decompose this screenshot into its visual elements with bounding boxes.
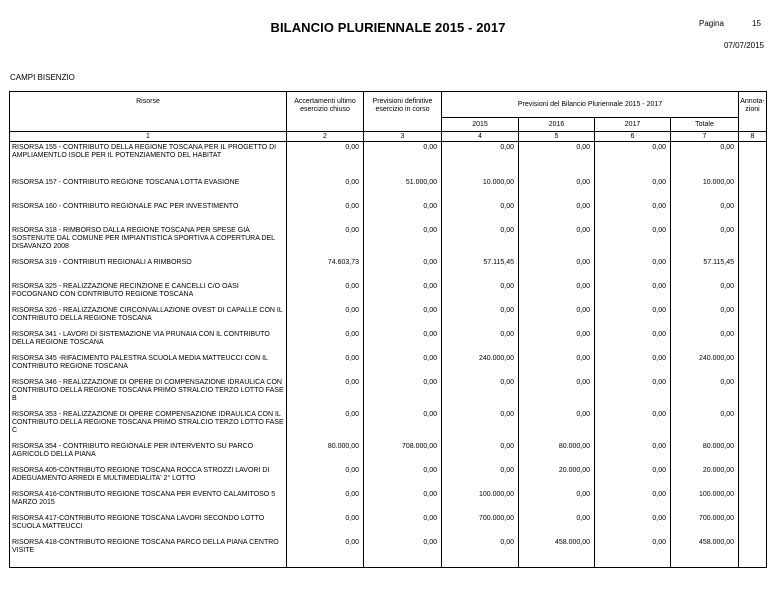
column-number: 6 [595, 132, 671, 142]
accertamenti-value: 0,00 [287, 355, 364, 379]
header-previsioni-pluriennale: Previsioni del Bilancio Pluriennale 2015 - 2017 [442, 92, 739, 118]
table-row [10, 491, 767, 515]
annotazioni-cell [739, 331, 767, 355]
year-2017-value: 0,00 [595, 379, 671, 411]
year-2015-value: 0,00 [442, 142, 519, 180]
previsioni-definitive-value: 0,00 [364, 539, 442, 568]
table-row [10, 227, 767, 259]
accertamenti-value: 0,00 [287, 411, 364, 443]
year-2015-value: 0,00 [442, 331, 519, 355]
accertamenti-value: 0,00 [287, 539, 364, 568]
totale-value: 240.000,00 [671, 355, 739, 379]
year-2017-value: 0,00 [595, 443, 671, 467]
column-number: 2 [287, 132, 364, 142]
accertamenti-value: 0,00 [287, 515, 364, 539]
table-row [10, 355, 767, 379]
accertamenti-value: 0,00 [287, 203, 364, 227]
header-year-2015: 2015 [442, 118, 519, 132]
column-number: 3 [364, 132, 442, 142]
header-previsioni-definitive: Previsioni definitive esercizio in corso [364, 92, 442, 132]
annotazioni-cell [739, 443, 767, 467]
year-2017-value: 0,00 [595, 259, 671, 283]
column-number: 5 [519, 132, 595, 142]
accertamenti-value: 0,00 [287, 227, 364, 259]
previsioni-definitive-value: 0,00 [364, 307, 442, 331]
previsioni-definitive-value: 0,00 [364, 491, 442, 515]
year-2015-value: 0,00 [442, 379, 519, 411]
year-2016-value: 20.000,00 [519, 467, 595, 491]
document-title: BILANCIO PLURIENNALE 2015 - 2017 [270, 20, 506, 35]
annotazioni-cell [739, 283, 767, 307]
resource-description: RISORSA 353 - REALIZZAZIONE DI OPERE COMPENSAZIONE IDRAULICA CON IL CONTRIBUTO DELLA REGIONE TOSCANA PRIMO STRALCIO TERZO LOTTO FASE C [10, 411, 287, 443]
accertamenti-value: 0,00 [287, 307, 364, 331]
previsioni-definitive-value: 0,00 [364, 355, 442, 379]
previsioni-definitive-value: 708.000,00 [364, 443, 442, 467]
year-2017-value: 0,00 [595, 203, 671, 227]
accertamenti-value: 0,00 [287, 467, 364, 491]
previsioni-definitive-value: 0,00 [364, 467, 442, 491]
annotazioni-cell [739, 203, 767, 227]
year-2016-value: 80.000,00 [519, 443, 595, 467]
resource-description: RISORSA 319 - CONTRIBUTI REGIONALI A RIMBORSO [10, 259, 287, 283]
year-2015-value: 100.000,00 [442, 491, 519, 515]
resource-description: RISORSA 346 - REALIZZAZIONE DI OPERE DI COMPENSAZIONE IDRAULICA CON CONTRIBUTO DELLA REGIONE TOSCANA PRIMO STRALCIO TERZO LOTTO FASE B [10, 379, 287, 411]
year-2016-value: 0,00 [519, 283, 595, 307]
previsioni-definitive-value: 0,00 [364, 142, 442, 180]
accertamenti-value: 80.000,00 [287, 443, 364, 467]
table-row [10, 331, 767, 355]
annotazioni-cell [739, 259, 767, 283]
previsioni-definitive-value: 0,00 [364, 227, 442, 259]
table-row [10, 179, 767, 203]
table-row [10, 515, 767, 539]
year-2015-value: 57.115,45 [442, 259, 519, 283]
resource-description: RISORSA 318 - RIMBORSO DALLA REGIONE TOSCANA PER SPESE GIÀ SOSTENUTE DAL COMUNE PER IMPIANTISTICA SPORTIVA A COPERTURA DEL DISAVANZO 2008 [10, 227, 287, 259]
totale-value: 80.000,00 [671, 443, 739, 467]
annotazioni-cell [739, 379, 767, 411]
year-2017-value: 0,00 [595, 355, 671, 379]
year-2015-value: 10.000,00 [442, 179, 519, 203]
year-2015-value: 0,00 [442, 227, 519, 259]
table-body [10, 142, 767, 568]
header-totale: Totale [671, 118, 739, 132]
year-2016-value: 458.000,00 [519, 539, 595, 568]
resource-description: RISORSA 405-CONTRIBUTO REGIONE TOSCANA ROCCA STROZZI LAVORI DI ADEGUAMENTO ARREDI E MULTIMEDIALITA' 2° LOTTO [10, 467, 287, 491]
annotazioni-cell [739, 467, 767, 491]
print-date: 07/07/2015 [723, 41, 764, 50]
totale-value: 0,00 [671, 203, 739, 227]
annotazioni-cell [739, 355, 767, 379]
previsioni-definitive-value: 0,00 [364, 203, 442, 227]
accertamenti-value: 0,00 [287, 142, 364, 180]
totale-value: 57.115,45 [671, 259, 739, 283]
previsioni-definitive-value: 0,00 [364, 515, 442, 539]
totale-value: 0,00 [671, 227, 739, 259]
year-2015-value: 0,00 [442, 283, 519, 307]
year-2015-value: 0,00 [442, 307, 519, 331]
accertamenti-value: 0,00 [287, 491, 364, 515]
year-2016-value: 0,00 [519, 331, 595, 355]
year-2017-value: 0,00 [595, 307, 671, 331]
totale-value: 0,00 [671, 411, 739, 443]
year-2016-value: 0,00 [519, 179, 595, 203]
previsioni-definitive-value: 0,00 [364, 331, 442, 355]
totale-value: 458.000,00 [671, 539, 739, 568]
totale-value: 20.000,00 [671, 467, 739, 491]
table-row [10, 443, 767, 467]
year-2017-value: 0,00 [595, 179, 671, 203]
header-year-2016: 2016 [519, 118, 595, 132]
column-number: 8 [739, 132, 767, 142]
annotazioni-cell [739, 227, 767, 259]
year-2015-value: 700.000,00 [442, 515, 519, 539]
totale-value: 100.000,00 [671, 491, 739, 515]
year-2015-value: 0,00 [442, 539, 519, 568]
previsioni-definitive-value: 0,00 [364, 411, 442, 443]
year-2016-value: 0,00 [519, 411, 595, 443]
header-annotazioni: Annota- zioni [739, 92, 767, 132]
resource-description: RISORSA 326 - REALIZZAZIONE CIRCONVALLAZIONE OVEST DI CAPALLE CON IL CONTRIBUTO DELLA REGIONE TOSCANA [10, 307, 287, 331]
totale-value: 700.000,00 [671, 515, 739, 539]
year-2016-value: 0,00 [519, 307, 595, 331]
previsioni-definitive-value: 51.000,00 [364, 179, 442, 203]
year-2015-value: 0,00 [442, 467, 519, 491]
accertamenti-value: 0,00 [287, 331, 364, 355]
resource-description: RISORSA 157 - CONTRIBUTO REGIONE TOSCANA LOTTA EVASIONE [10, 179, 287, 203]
annotazioni-cell [739, 491, 767, 515]
header-accertamenti: Accertamenti ultimo esercizio chiuso [287, 92, 364, 132]
totale-value: 0,00 [671, 379, 739, 411]
header-year-2017: 2017 [595, 118, 671, 132]
header-risorse: Risorse [10, 92, 287, 132]
year-2017-value: 0,00 [595, 227, 671, 259]
accertamenti-value: 0,00 [287, 179, 364, 203]
resource-description: RISORSA 155 - CONTRIBUTO DELLA REGIONE TOSCANA PER IL PROGETTO DI AMPLIAMENTLO ISOLE PER IL POTENZIAMENTO DEL HABITAT [10, 142, 287, 180]
table-row [10, 467, 767, 491]
resource-description: RISORSA 160 - CONTRIBUTO REGIONALE PAC PER INVESTIMENTO [10, 203, 287, 227]
year-2017-value: 0,00 [595, 491, 671, 515]
year-2016-value: 0,00 [519, 515, 595, 539]
year-2016-value: 0,00 [519, 227, 595, 259]
column-number: 1 [10, 132, 287, 142]
year-2017-value: 0,00 [595, 331, 671, 355]
year-2016-value: 0,00 [519, 142, 595, 180]
table-row [10, 411, 767, 443]
year-2017-value: 0,00 [595, 411, 671, 443]
year-2017-value: 0,00 [595, 539, 671, 568]
year-2015-value: 0,00 [442, 443, 519, 467]
annotazioni-cell [739, 539, 767, 568]
resource-description: RISORSA 325 - REALIZZAZIONE RECINZIONE E CANCELLI C/O OASI FOCOGNANO CON CONTRIBUTO REGIONE TOSCANA [10, 283, 287, 307]
year-2016-value: 0,00 [519, 259, 595, 283]
previsioni-definitive-value: 0,00 [364, 379, 442, 411]
previsioni-definitive-value: 0,00 [364, 283, 442, 307]
table-row [10, 283, 767, 307]
annotazioni-cell [739, 307, 767, 331]
resource-description: RISORSA 418-CONTRIBUTO REGIONE TOSCANA PARCO DELLA PIANA CENTRO VISITE [10, 539, 287, 568]
table-row [10, 203, 767, 227]
year-2016-value: 0,00 [519, 355, 595, 379]
resource-description: RISORSA 341 - LAVORI DI SISTEMAZIONE VIA PRUNAIA CON IL CONTRIBUTO DELLA REGIONE TOSCANA [10, 331, 287, 355]
resource-description: RISORSA 345 -RIFACIMENTO PALESTRA SCUOLA MEDIA MATTEUCCI CON IL CONTRIBUTO REGIONE TOSCANA [10, 355, 287, 379]
annotazioni-cell [739, 411, 767, 443]
year-2015-value: 0,00 [442, 203, 519, 227]
table-row [10, 379, 767, 411]
column-number: 7 [671, 132, 739, 142]
entity-name: CAMPI BISENZIO [10, 73, 75, 82]
totale-value: 0,00 [671, 283, 739, 307]
previsioni-definitive-value: 0,00 [364, 259, 442, 283]
resource-description: RISORSA 354 - CONTRIBUTO REGIONALE PER INTERVENTO SU PARCO AGRICOLO DELLA PIANA [10, 443, 287, 467]
budget-table [9, 91, 767, 568]
accertamenti-value: 0,00 [287, 379, 364, 411]
annotazioni-cell [739, 515, 767, 539]
column-number: 4 [442, 132, 519, 142]
year-2016-value: 0,00 [519, 379, 595, 411]
table-row [10, 259, 767, 283]
year-2017-value: 0,00 [595, 142, 671, 180]
totale-value: 10.000,00 [671, 179, 739, 203]
totale-value: 0,00 [671, 142, 739, 180]
page-label: Pagina [699, 19, 724, 28]
year-2017-value: 0,00 [595, 283, 671, 307]
year-2015-value: 0,00 [442, 411, 519, 443]
page-number: 15 [752, 19, 761, 28]
totale-value: 0,00 [671, 331, 739, 355]
totale-value: 0,00 [671, 307, 739, 331]
annotazioni-cell [739, 142, 767, 180]
resource-description: RISORSA 416-CONTRIBUTO REGIONE TOSCANA PER EVENTO CALAMITOSO 5 MARZO 2015 [10, 491, 287, 515]
accertamenti-value: 0,00 [287, 283, 364, 307]
table-row [10, 142, 767, 180]
year-2017-value: 0,00 [595, 467, 671, 491]
table-row [10, 539, 767, 568]
resource-description: RISORSA 417-CONTRIBUTO REGIONE TOSCANA LAVORI SECONDO LOTTO SCUOLA MATTEUCCI [10, 515, 287, 539]
year-2016-value: 0,00 [519, 203, 595, 227]
annotazioni-cell [739, 179, 767, 203]
accertamenti-value: 74.603,73 [287, 259, 364, 283]
year-2017-value: 0,00 [595, 515, 671, 539]
table-row [10, 307, 767, 331]
year-2016-value: 0,00 [519, 491, 595, 515]
year-2015-value: 240.000,00 [442, 355, 519, 379]
